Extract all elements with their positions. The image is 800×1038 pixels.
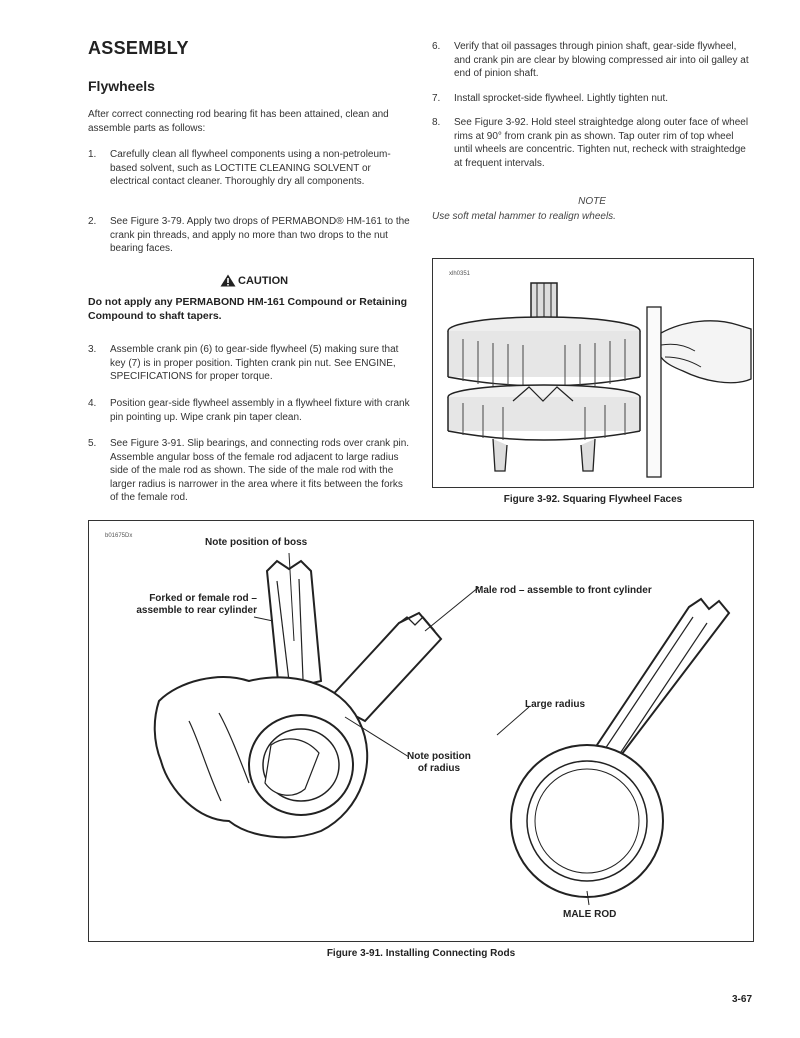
figure-code: xlh0351 <box>449 271 471 277</box>
note-title: NOTE <box>578 196 606 207</box>
figure-3-92-caption: Figure 3-92. Squaring Flywheel Faces <box>503 494 683 505</box>
label-note-radius-line2: of radius <box>417 763 461 774</box>
label-male-rod: Male rod – assemble to front cylinder <box>475 585 652 596</box>
step-text: Carefully clean all flywheel components using a non-petroleum-based solvent, such as LOCTITE CLEANING SOLVENT or electrical contact cleaner. Thoroughly dry all components. <box>110 149 391 187</box>
step-5 <box>88 437 410 505</box>
step-text: See Figure 3-91. Slip bearings, and connecting rods over crank pin. Assemble angular boss of the female rod adjacent to large radius side of the male rod as shown. The side of the male rod with the larger radius is narrower in the area where it fits between the forks of the female rod. <box>110 438 410 503</box>
figure-3-91-caption: Figure 3-91. Installing Connecting Rods <box>326 948 516 959</box>
step-number: 6. <box>432 41 441 52</box>
warning-triangle-icon <box>220 274 236 287</box>
flywheel-illustration <box>433 259 753 487</box>
subsection-title: Flywheels <box>88 78 155 94</box>
step-text: Verify that oil passages through pinion shaft, gear-side flywheel, and crank pin are clear by blowing compressed air into oil galley at end of pinion shaft. <box>454 41 749 79</box>
figure-3-92-frame <box>432 258 754 488</box>
step-number: 7. <box>432 93 441 104</box>
note-text: Use soft metal hammer to realign wheels. <box>432 211 616 222</box>
step-7 <box>432 92 754 106</box>
intro-paragraph: After correct connecting rod bearing fit has been attained, clean and assemble parts as follows: <box>88 109 389 134</box>
label-large-radius: Large radius <box>525 699 586 710</box>
figure-code: b01675Dx <box>105 533 133 539</box>
step-1 <box>88 148 410 189</box>
caution-title: CAUTION <box>238 274 289 287</box>
step-text: Assemble crank pin (6) to gear-side flywheel (5) making sure that key (7) is in proper position. Tighten crank pin nut. See ENGINE, SPECIFICATIONS for proper torque. <box>110 344 399 382</box>
step-text: Install sprocket-side flywheel. Lightly tighten nut. <box>454 93 668 104</box>
caution-text: Do not apply any PERMABOND HM-161 Compound or Retaining Compound to shaft tapers. <box>88 296 408 322</box>
step-text: See Figure 3-92. Hold steel straightedge along outer face of wheel rims at 90° from crank pin as shown. Tap outer rim of top wheel until wheels are concentric. Tighten nut, recheck with straightedge at frequent intervals. <box>454 117 749 169</box>
caution-heading <box>220 274 288 287</box>
label-female-rod <box>105 593 257 617</box>
label-note-radius-line1: Note position <box>407 751 471 762</box>
step-2 <box>88 215 410 256</box>
label-note-boss: Note position of boss <box>205 537 308 548</box>
label-female-rod-line2: assemble to rear cylinder <box>136 605 257 616</box>
step-number: 1. <box>88 149 97 160</box>
step-3 <box>88 343 410 384</box>
step-6 <box>432 40 754 81</box>
label-female-rod-line1: Forked or female rod – <box>149 593 257 604</box>
label-male-rod-caption: MALE ROD <box>563 909 617 920</box>
step-text: See Figure 3-79. Apply two drops of PERMABOND® HM-161 to the crank pin threads, and apply no more than two drops to the nut bearing faces. <box>110 216 410 254</box>
step-number: 8. <box>432 117 441 128</box>
connecting-rods-illustration <box>89 521 753 941</box>
step-text: Position gear-side flywheel assembly in a flywheel fixture with crank pin pointing up. Wipe crank pin taper clean. <box>110 398 410 423</box>
step-8 <box>432 116 754 170</box>
step-4 <box>88 397 410 424</box>
figure-3-91-frame <box>88 520 754 942</box>
step-number: 4. <box>88 398 97 409</box>
step-number: 2. <box>88 216 97 227</box>
label-note-radius <box>407 751 471 775</box>
page-number: 3-67 <box>731 994 752 1005</box>
step-number: 5. <box>88 438 97 449</box>
step-number: 3. <box>88 344 97 355</box>
section-title: ASSEMBLY <box>88 38 189 58</box>
